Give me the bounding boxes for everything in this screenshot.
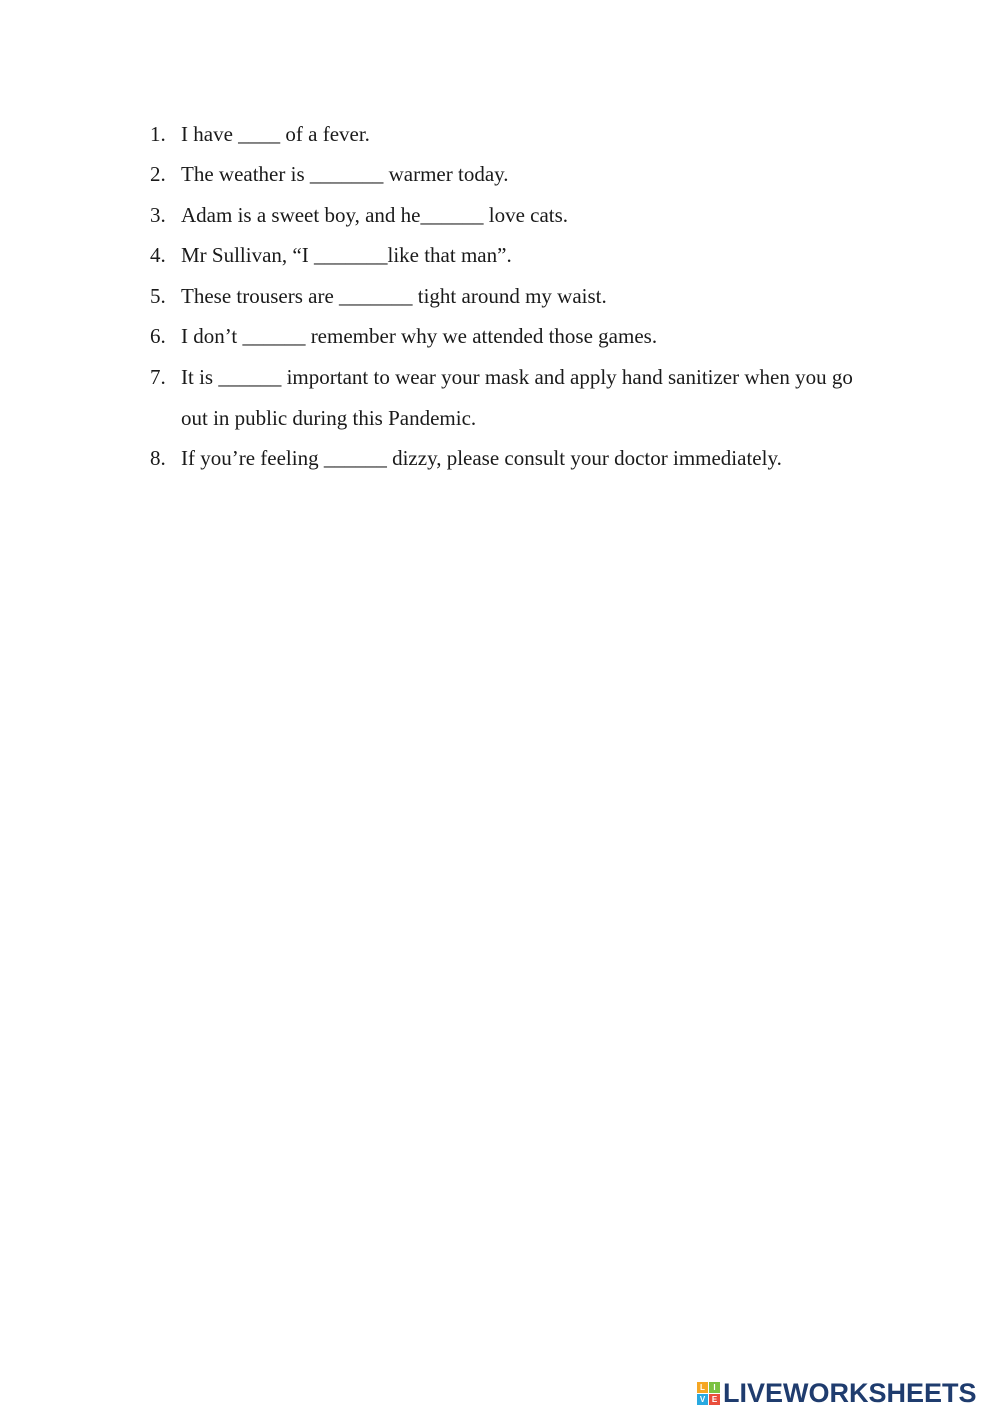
question-number: 5. xyxy=(150,284,166,308)
question-3 xyxy=(150,195,880,236)
question-text: The weather is _______ warmer today. xyxy=(181,162,509,186)
question-text: Mr Sullivan, “I _______like that man”. xyxy=(181,243,512,267)
question-number: 7. xyxy=(150,365,166,389)
question-5 xyxy=(150,276,880,317)
question-number: 3. xyxy=(150,203,166,227)
logo-text: LIVEWORKSHEETS xyxy=(723,1377,977,1408)
question-number: 2. xyxy=(150,162,166,186)
logo-letter: I xyxy=(709,1382,720,1393)
question-text: I don’t ______ remember why we attended those games. xyxy=(181,324,658,348)
question-text: Adam is a sweet boy, and he______ love cats. xyxy=(181,203,569,227)
question-2 xyxy=(150,154,880,195)
question-text: If you’re feeling ______ dizzy, please consult your doctor immediately. xyxy=(181,446,782,470)
question-number: 1. xyxy=(150,122,166,146)
question-number: 8. xyxy=(150,446,166,470)
liveworksheets-logo xyxy=(697,1378,977,1408)
question-text: These trousers are _______ tight around my waist. xyxy=(181,284,607,308)
question-number: 4. xyxy=(150,243,166,267)
logo-letter: V xyxy=(697,1394,708,1405)
question-7 xyxy=(150,357,880,438)
question-6 xyxy=(150,316,880,357)
question-1 xyxy=(150,114,880,155)
question-number: 6. xyxy=(150,324,166,348)
question-text: I have ____ of a fever. xyxy=(181,122,370,146)
logo-letter: L xyxy=(697,1382,708,1393)
logo-letter: E xyxy=(709,1394,720,1405)
question-4 xyxy=(150,235,880,276)
question-text: It is ______ important to wear your mask and apply hand sanitizer when you go out in public during this Pandemic. xyxy=(181,365,853,430)
question-8 xyxy=(150,438,880,479)
logo-mark-icon xyxy=(697,1382,720,1405)
